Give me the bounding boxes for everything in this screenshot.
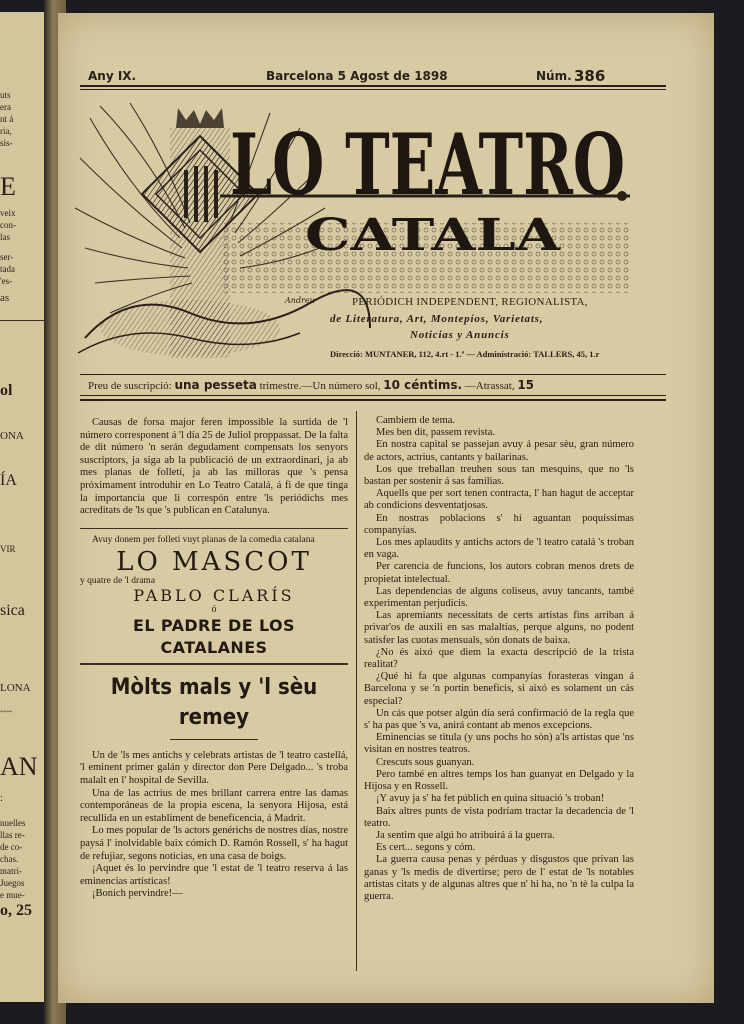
price-amount: una pesseta — [174, 378, 257, 392]
article-paragraph: Los que treballan treuhen sous tan mesquins, que no 'ls bastan per sostenir á sas familias. — [364, 463, 634, 488]
fragment-rule — [0, 320, 46, 321]
newspaper-page — [58, 13, 714, 1003]
fragment-text: sis- — [0, 138, 13, 148]
article-paragraph: En nostra capital se passejan avuy á pesar sèu, gran número de actors, actrius, cantants y bailarinas. — [364, 439, 634, 463]
fragment-text: AN — [0, 752, 38, 781]
article-paragraph: Eminencias se titula (y uns pochs ho sòn) a'ls artistas que 'ns visitan en nostres teatros. — [364, 732, 634, 756]
column-right — [364, 415, 634, 903]
price-rule-bottom — [80, 395, 666, 396]
article-paragraph: Es cert... segons y cóm. — [376, 842, 476, 854]
article-paragraph: Lo mes popular de 'ls actors genérichs de nostres días, nostre paysá l' inolvidable baix cómich D. Ramón Rossell, s' ha hagut de refujiar, segons noticias, en una casa de boigs. — [80, 825, 348, 862]
article-paragraph: Ja sentim que algú ho atribuirá á la guerra. — [376, 829, 555, 841]
fragment-text: ser- — [0, 252, 14, 262]
masthead-illustration — [70, 98, 630, 378]
price-period: trimestre.—Un número sol, — [259, 380, 381, 392]
drama-notice: y quatre de 'l drama — [80, 575, 156, 586]
play-title-lo-mascot: LO MASCOT — [116, 546, 312, 577]
fragment-text: ONA — [0, 430, 24, 442]
article-paragraph: En nostras poblacions s' hi aguantan poquíssimas companyías. — [364, 512, 634, 536]
article-paragraph: ¿Qué hi fa que algunas companyías forasteras vingan á Barcelona y se 'n portin beneficis, si aixó es solament un cás especial? — [364, 671, 634, 707]
headline-rule — [170, 739, 258, 740]
masthead-title: LO TEATRO — [230, 115, 625, 214]
masthead-address: Direcció: MUNTANER, 112, 4.rt - 1.ª — Administració: TALLERS, 45, 1.r — [330, 349, 600, 359]
fragment-text: LONA — [0, 682, 31, 694]
article-paragraph: Mes ben dit, passem revista. — [376, 427, 495, 439]
fragment-text: chas. — [0, 854, 19, 864]
issue-year: Any IX. — [88, 69, 137, 83]
header-rule — [80, 89, 666, 90]
fragment-text: as — [0, 292, 10, 304]
article-paragraph: ¡Bonich pervindre!— — [92, 888, 183, 900]
fragment-text: nuelles — [0, 818, 26, 828]
price-rule-bottom — [80, 399, 666, 401]
article-paragraph: Pero també en altres temps los han guanyat en Delgado y la Hijosa y en Rossell. — [364, 768, 634, 793]
article-paragraph: Aquells que per sort tenen contracta, l' han hagut de acceptar ab condicions desventatjosas. — [364, 488, 634, 512]
fragment-text: matri- — [0, 866, 22, 876]
issue-date: Barcelona 5 Agost de 1898 — [266, 69, 448, 83]
play-title-or: ó — [211, 603, 217, 615]
article-paragraph: Un de 'ls mes antichs y celebrats artistas de 'l teatro castellá, 'l eminent primer galán y director don Pere Delgado... 's troba malalt en l' hospital de Sevilla. — [80, 749, 348, 786]
price-back-label: —Atrassat, — [464, 380, 515, 392]
header-rule — [80, 85, 666, 87]
fragment-text: E — [0, 172, 16, 201]
article-paragraph: Una de las actrius de mes brillant carrera entre las damas contemporáneas de la propia escena, la senyora Hijosa, está recullida en un establiment de beneficencia, á Madrit. — [80, 787, 348, 824]
section-rule — [80, 528, 348, 529]
fragment-text: con- — [0, 220, 16, 230]
article-paragraph: ¡Aquet és lo pervindre que 'l estat de 'l teatro reserva á las eminencias artísticas! — [80, 863, 348, 887]
fragment-text: o, 25 — [0, 902, 32, 919]
fragment-text: nt á — [0, 114, 14, 124]
section-rule — [80, 663, 348, 665]
article-paragraph: ¿No és aixó que diem la exacta descripció de la trista realitat? — [364, 646, 634, 671]
fragment-text: ol — [0, 382, 13, 399]
price-back: 15 — [517, 378, 535, 392]
subscription-price — [88, 378, 664, 392]
masthead-tagline: PERIÓDICH INDEPENDENT, REGIONALISTA, — [352, 296, 588, 308]
price-single: 10 céntims. — [383, 378, 463, 392]
fragment-text: era — [0, 102, 11, 112]
fragment-text: 'es- — [0, 276, 13, 286]
price-label: Preu de suscripció: — [88, 380, 172, 392]
notice-paragraph: Causas de forsa major feren impossible la surtida de 'l número corresponent á 'l día 25 de Juliol proppassat. De la falta de dit número 'n serán degudament compensats los senyors suscriptors, ja siga ab la publicació de un extraordinari, ja ab mes planas de folletí, ja ab las milloras que 's pensa próximament introduhir en Lo Teatro Catalá, á fi de que tinga la importancia que li correspón entre 'ls periódichs mes acreditats de 'ls que 's publican en Catalunya. — [80, 417, 348, 517]
article-paragraph: Per carencia de funcions, los autors cobran menos drets de propietat intelectual. — [364, 561, 634, 585]
article-paragraph: La guerra causa penas y pérduas y disgustos que privan las ganas y 'ls medis de divertirse; pero de l' estat de 'ls notables artistas citats y de algunas altres que n' hi ha, no 'n tè la culpa la guerra. — [364, 854, 634, 902]
issue-number: 386 — [574, 67, 606, 85]
play-title-el-padre: EL PADRE DE LOS CATALANES — [133, 615, 295, 657]
article-paragraph: Un cás que potser algún día será confirmació de la regla que s' ha pas que 's va, anirá contant ab menos excepcions. — [364, 707, 634, 732]
column-left — [80, 417, 348, 901]
play-title-pablo-claris: PABLO CLARÍS — [133, 585, 295, 605]
issue-number-label: Núm. — [536, 69, 572, 83]
fragment-text: las — [0, 232, 10, 242]
fragment-text: llas re- — [0, 830, 25, 840]
folletin-notice: Avuy donem per folletí vuyt planas de la comedia catalana — [92, 534, 315, 545]
fragment-text: uts — [0, 90, 11, 100]
column-divider — [356, 411, 357, 971]
fragment-text: : — [0, 792, 4, 804]
article-paragraph: Las apremiants necessitats de certs artistas fins arriban á privar'os de auxili en sas malaltías, perque alguns, no podent satisfer las cuotas mensuals, són donats de baixa. — [364, 610, 634, 646]
article-paragraph: Crescuts sous guanyan. — [376, 756, 475, 768]
fragment-text: tada — [0, 264, 15, 274]
article-paragraph: ¡Y avuy ja s' ha fet públich en quina situació 's troban! — [376, 793, 605, 805]
fragment-text: ‸‸‸‸ — [0, 702, 13, 712]
artist-signature: Andreu — [285, 296, 315, 305]
fragment-text: veix — [0, 208, 16, 218]
article-paragraph: Los mes aplaudits y antichs actors de 'l teatro catalá 's troban en vaga. — [364, 537, 634, 561]
article-headline: Mòlts mals y 'l sèu remey — [110, 674, 318, 730]
fragment-text: de co- — [0, 842, 23, 852]
masthead-subtitle-title: CATALA — [305, 210, 562, 261]
adjacent-page-fragment — [0, 12, 46, 1002]
article-paragraph: Cambiem de tema. — [376, 415, 456, 426]
fragment-text: VIR — [0, 544, 16, 554]
masthead-topics-2: Noticias y Anuncis — [410, 329, 510, 341]
price-rule-top — [80, 374, 666, 375]
fragment-text: ÍA — [0, 472, 17, 489]
masthead-topics: de Literatura, Art, Montepíos, Varietats, — [330, 313, 544, 325]
article-paragraph: Las dependencias de alguns coliseus, avuy tancants, també experimentan perjudicis. — [364, 585, 634, 610]
masthead — [70, 98, 630, 378]
fragment-text: e mue- — [0, 890, 25, 900]
fragment-text: sica — [0, 602, 25, 619]
article-paragraph: Baix altres punts de vista podríam tractar la decadencia de 'l teatro. — [364, 805, 634, 829]
fragment-text: Juegos — [0, 878, 25, 888]
fragment-text: ria, — [0, 126, 12, 136]
